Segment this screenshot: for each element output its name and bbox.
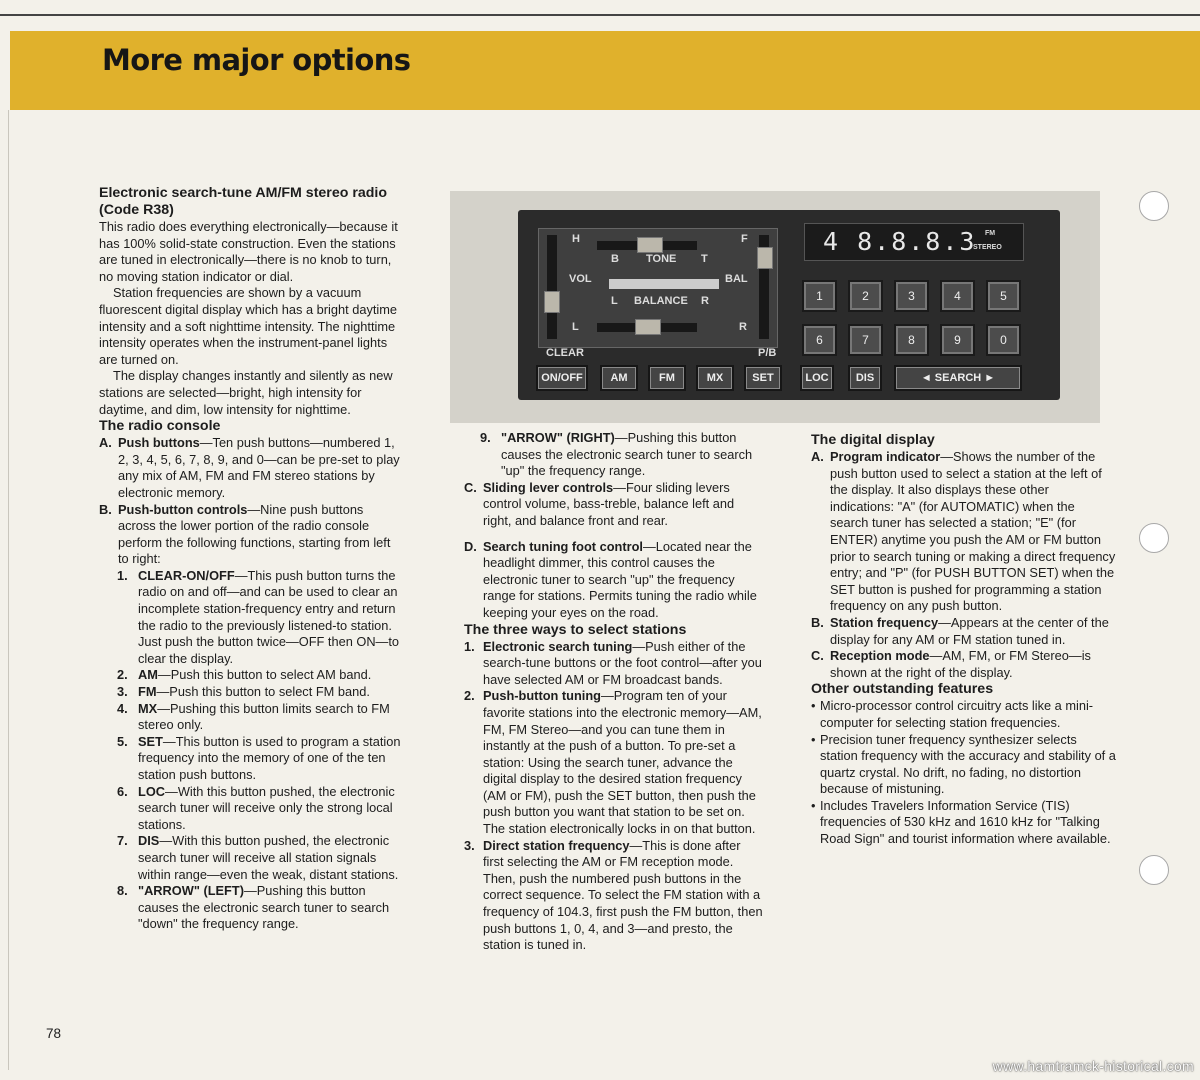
- bullet-item: [811, 798, 1116, 848]
- sub-title: AM: [138, 667, 158, 683]
- item-title: Push-button controls: [118, 501, 248, 517]
- sub-title: "ARROW" (LEFT): [138, 883, 244, 899]
- item-text: —Appears at the center of the display for any AM or FM station tuned in.: [830, 614, 1109, 647]
- item-label: 1.: [464, 638, 475, 654]
- slider-track: [547, 235, 557, 339]
- list-item: [99, 435, 404, 501]
- on-off-button[interactable]: ON/OFF: [536, 365, 588, 391]
- paragraph: The display changes instantly and silently as new stations are selected—bright, high intensity for daytime, and dim, low intensity for nighttime.: [99, 368, 393, 417]
- sub-text: —Pushing this button limits search to FM stereo only.: [138, 700, 390, 733]
- sub-text: —Pushing this button causes the electronic search tuner to search "up" the frequency range.: [501, 430, 753, 479]
- sub-title: SET: [138, 733, 163, 749]
- sub-label: 6.: [117, 783, 128, 799]
- item-label: C.: [464, 479, 477, 495]
- label-t: T: [701, 253, 708, 265]
- display-stereo-label: STEREO: [973, 244, 1002, 251]
- item-text: —Nine push buttons across the lower portion of the radio console perform the following functions, starting from left to right:: [118, 501, 391, 567]
- paragraph: This radio does everything electronically—because it has 100% solid-state construction. Even the stations are tuned in electronically—there is no knob to turn, no moving station indicator or dial.: [99, 219, 398, 284]
- tone-slider[interactable]: [637, 237, 663, 253]
- item-title: Reception mode: [830, 648, 930, 664]
- preset-button-8[interactable]: 8: [894, 324, 929, 356]
- dis-button[interactable]: DIS: [848, 365, 882, 391]
- sub-text: —With this button pushed, the electronic search tuner will receive all station signals within range—even the weak, distant stations.: [138, 833, 399, 882]
- label-r: R: [701, 295, 709, 307]
- section-heading-select: The three ways to select stations: [464, 621, 687, 638]
- sub-label: 5.: [117, 733, 128, 749]
- sub-item: [464, 430, 764, 480]
- sub-title: DIS: [138, 833, 160, 849]
- item-text: —Four sliding levers control volume, bass-treble, balance left and right, and balance front and rear.: [483, 479, 735, 528]
- preset-button-6[interactable]: 6: [802, 324, 837, 356]
- list-item: [99, 502, 404, 568]
- binder-hole-icon: [1139, 191, 1169, 221]
- display-fm-label: FM: [985, 230, 996, 237]
- list-item: [464, 688, 764, 837]
- bullet-item: [811, 698, 1116, 731]
- sub-item: [99, 784, 404, 834]
- preset-button-1[interactable]: 1: [802, 280, 837, 312]
- binder-hole-icon: [1139, 855, 1169, 885]
- sub-label: 8.: [117, 883, 128, 899]
- am-button[interactable]: AM: [600, 365, 638, 391]
- label-f: F: [741, 233, 748, 245]
- item-text: —Program ten of your favorite stations into the electronic memory—AM, FM, FM Stereo—and you can tune them in instantly at the push of a button. To pre-set a station: Using the search tuner, advance the digital display to the desired station frequency (AM or FM), push the SET button, then push the push button you want that station to be set on. The station electronically locks in on that button.: [483, 688, 762, 837]
- item-label: C.: [811, 648, 824, 664]
- item-text: —Located near the headlight dimmer, this control causes the electronic tuner to search "up" the frequency range for stations. Permits tuning the radio while keeping your eyes on the road.: [483, 538, 757, 620]
- preset-button-4[interactable]: 4: [940, 280, 975, 312]
- balance-slider[interactable]: [635, 319, 661, 335]
- preset-button-3[interactable]: 3: [894, 280, 929, 312]
- label-bal: BAL: [725, 273, 748, 285]
- slider-panel: [538, 228, 778, 348]
- sub-label: 3.: [117, 684, 128, 700]
- column-2: [464, 430, 764, 954]
- page-title: More major options: [102, 43, 411, 77]
- radio-photo: [450, 191, 1100, 423]
- preset-button-2[interactable]: 2: [848, 280, 883, 312]
- list-item: [464, 639, 764, 689]
- bullet-text: Includes Travelers Information Service (TIS) frequencies of 530 kHz and 1610 kHz for "Talking Road Sign" and tourist information where available.: [820, 797, 1111, 847]
- radio-heading: Electronic search-tune AM/FM stereo radio (Code R38): [99, 185, 388, 218]
- section-heading-console: The radio console: [99, 418, 221, 435]
- item-label: 3.: [464, 837, 475, 853]
- item-label: B.: [811, 614, 824, 630]
- sub-text: —This button is used to program a station frequency into the memory of one of the ten station push buttons.: [138, 733, 401, 782]
- left-margin-rule: [8, 110, 9, 1070]
- loc-button[interactable]: LOC: [800, 365, 834, 391]
- item-label: A.: [811, 449, 824, 464]
- display-readout: 4 8.8.8.3: [823, 227, 977, 256]
- preset-button-9[interactable]: 9: [940, 324, 975, 356]
- radio-console: [518, 210, 1060, 400]
- bullet-icon: •: [811, 797, 816, 813]
- item-title: Station frequency: [830, 614, 939, 630]
- label-pb: P/B: [758, 347, 777, 359]
- item-label: 2.: [464, 688, 475, 704]
- label-clear: CLEAR: [546, 347, 584, 359]
- page-number: 78: [46, 1026, 62, 1041]
- mx-button[interactable]: MX: [696, 365, 734, 391]
- sub-label: 4.: [117, 700, 128, 716]
- item-title: Program indicator: [830, 449, 941, 464]
- item-label: B.: [99, 501, 112, 517]
- item-text: —Push either of the search-tune buttons or the foot control—after you have selected AM or FM broadcast bands.: [483, 638, 762, 687]
- sub-label: 7.: [117, 833, 128, 849]
- label-r: R: [739, 321, 747, 333]
- column-1: [99, 185, 404, 933]
- item-title: Electronic search tuning: [483, 638, 633, 654]
- sub-title: MX: [138, 700, 158, 716]
- binder-hole-icon: [1139, 523, 1169, 553]
- item-title: Push buttons: [118, 435, 200, 451]
- label-l: L: [572, 321, 579, 333]
- item-title: Sliding lever controls: [483, 479, 614, 495]
- label-vol: VOL: [569, 273, 592, 285]
- sub-item: [99, 833, 404, 883]
- section-heading-features: Other outstanding features: [811, 681, 994, 698]
- volume-slider[interactable]: [544, 291, 560, 313]
- list-item: [811, 449, 1116, 615]
- top-rule: [0, 14, 1200, 16]
- digital-display: [804, 223, 1024, 261]
- list-item: [464, 480, 764, 530]
- preset-button-7[interactable]: 7: [848, 324, 883, 356]
- label-b: B: [611, 253, 619, 265]
- bullet-icon: •: [811, 698, 816, 714]
- sub-item: [99, 734, 404, 784]
- item-text: —Ten push buttons—numbered 1, 2, 3, 4, 5, 6, 7, 8, 9, and 0—can be pre-set to play any mix of AM, FM and FM stereo stations by electronic memory.: [118, 435, 400, 500]
- label-h: H: [572, 233, 580, 245]
- item-title: Push-button tuning: [483, 688, 601, 704]
- watermark: www.hamtramck-historical.com: [992, 1058, 1194, 1074]
- item-label: D.: [464, 538, 477, 554]
- sub-item: [99, 684, 404, 701]
- sub-item: [99, 568, 404, 668]
- sub-label: 9.: [480, 430, 491, 445]
- bullet-icon: •: [811, 731, 816, 747]
- item-title: Direct station frequency: [483, 837, 630, 853]
- sub-text: —This push button turns the radio on and off—and can be used to clear an incomplete station-frequency entry and return the radio to the previously listened-to station. Just push the button twice—OFF then ON—to clear the display.: [138, 567, 400, 666]
- column-3: [811, 432, 1116, 848]
- label-balance: BALANCE: [634, 295, 688, 307]
- sub-text: —Push this button to select AM band.: [157, 667, 372, 683]
- sub-text: —Pushing this button causes the electronic search tuner to search "down" the frequency range.: [138, 883, 390, 932]
- label-tone: TONE: [646, 253, 677, 265]
- sub-text: —Push this button to select FM band.: [156, 684, 370, 700]
- item-text: —AM, FM, or FM Stereo—is shown at the right of the display.: [830, 648, 1091, 680]
- list-item: [464, 838, 764, 954]
- section-heading-display: The digital display: [811, 432, 935, 448]
- bullet-item: [811, 732, 1116, 798]
- sub-item: [99, 883, 404, 933]
- list-item: [464, 539, 764, 622]
- fade-slider[interactable]: [757, 247, 773, 269]
- title-banner: [10, 31, 1200, 110]
- label-l: L: [611, 295, 618, 307]
- sub-text: —With this button pushed, the electronic search tuner will receive only the strong local stations.: [138, 783, 395, 832]
- item-text: —Shows the number of the push button used to select a station at the left of the display. It also displays these other indications: "A" (for AUTOMATIC) when the search tuner has selected a station; "E" (for ENTER) anytime you push the AM or FM button prior to search tuning or making a direct frequency entry; and "P" (for PUSH BUTTON SET) when the SET button is pushed for programming a station frequency on any push button.: [830, 449, 1116, 614]
- paragraph: Station frequencies are shown by a vacuum fluorescent digital display which has a bright daytime intensity and a soft nighttime intensity. The nighttime intensity operates when the instrument-panel lights are turned on.: [99, 285, 398, 367]
- list-item: [811, 615, 1116, 648]
- sub-title: FM: [138, 684, 157, 700]
- preset-button-5[interactable]: 5: [986, 280, 1021, 312]
- set-button[interactable]: SET: [744, 365, 782, 391]
- balance-bar: [609, 279, 719, 289]
- sub-label: 1.: [117, 567, 128, 583]
- list-item: [811, 648, 1116, 681]
- fm-button[interactable]: FM: [648, 365, 686, 391]
- sub-title: "ARROW" (RIGHT): [501, 430, 615, 445]
- sub-item: [99, 701, 404, 734]
- search-button[interactable]: ◄ SEARCH ►: [894, 365, 1022, 391]
- sub-title: LOC: [138, 783, 166, 799]
- bullet-text: Micro-processor control circuitry acts like a mini-computer for selecting station frequencies.: [820, 698, 1094, 730]
- sub-label: 2.: [117, 667, 128, 683]
- sub-title: CLEAR-ON/OFF: [138, 567, 235, 583]
- item-text: —This is done after first selecting the AM or FM reception mode. Then, push the numbered push buttons in the correct sequence. To select the FM station with a frequency of 104.3, first push the FM button, then push buttons 1, 0, 4, and 3—and presto, the station is tuned in.: [483, 837, 763, 953]
- sub-item: [99, 667, 404, 684]
- item-title: Search tuning foot control: [483, 538, 643, 554]
- preset-button-0[interactable]: 0: [986, 324, 1021, 356]
- bullet-text: Precision tuner frequency synthesizer selects station frequency with the accuracy and stability of a quartz crystal. No drift, no fading, no distortion because of mistuning.: [820, 731, 1116, 797]
- item-label: A.: [99, 435, 112, 451]
